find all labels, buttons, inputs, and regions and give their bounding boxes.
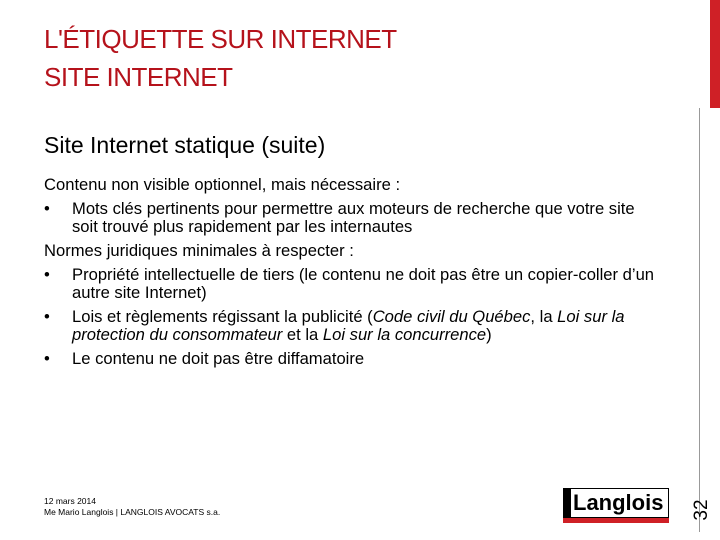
bullet-keywords: Mots clés pertinents pour permettre aux moteurs de recherche que votre site soit trouvé plus rapidement par les internautes <box>72 199 635 236</box>
intro-optional-content: Contenu non visible optionnel, mais nécessaire : <box>44 175 401 194</box>
list-item <box>44 308 664 344</box>
bullet-laws-post: ) <box>486 325 492 344</box>
law-consumer-protection: Loi sur la protection du consommateur <box>72 307 625 344</box>
intro-legal-norms: Normes juridiques minimales à respecter : <box>44 241 354 260</box>
bullet-laws-mid1: , la <box>530 307 558 326</box>
logo-mark <box>563 488 571 518</box>
section-title: Site Internet statique (suite) <box>44 132 326 158</box>
bullet-laws-pre: Lois et règlements régissant la publicité ( <box>72 307 373 326</box>
footer-date: 12 mars 2014 <box>44 496 96 506</box>
langlois-logo <box>563 488 669 522</box>
bullet-icon: • <box>44 265 50 284</box>
logo-red-bar <box>563 518 669 523</box>
logo-text: Langlois <box>573 490 664 515</box>
list-item <box>44 200 664 236</box>
list-item <box>44 350 664 368</box>
accent-bar <box>710 0 720 108</box>
slide-body <box>44 176 664 374</box>
bullet-laws <box>72 307 625 344</box>
list-item <box>44 266 664 302</box>
footer-author: Me Mario Langlois | LANGLOIS AVOCATS s.a. <box>44 507 221 517</box>
law-civil-code: Code civil du Québec <box>372 307 531 326</box>
bullet-icon: • <box>44 199 50 218</box>
slide-subtitle: SITE INTERNET <box>44 62 233 92</box>
bullet-intellectual-property: Propriété intellectuelle de tiers (le contenu ne doit pas être un copier-coller d’un autre site Internet) <box>72 265 655 302</box>
bullet-icon: • <box>44 307 50 326</box>
bullet-defamation: Le contenu ne doit pas être diffamatoire <box>72 349 365 368</box>
bullet-laws-mid2: et la <box>282 325 323 344</box>
law-competition: Loi sur la concurrence <box>322 325 487 344</box>
side-divider <box>699 108 700 532</box>
slide-title: L'ÉTIQUETTE SUR INTERNET <box>44 24 397 54</box>
footer <box>44 496 220 518</box>
slide-number: 32 <box>691 499 712 521</box>
bullet-icon: • <box>44 349 50 368</box>
